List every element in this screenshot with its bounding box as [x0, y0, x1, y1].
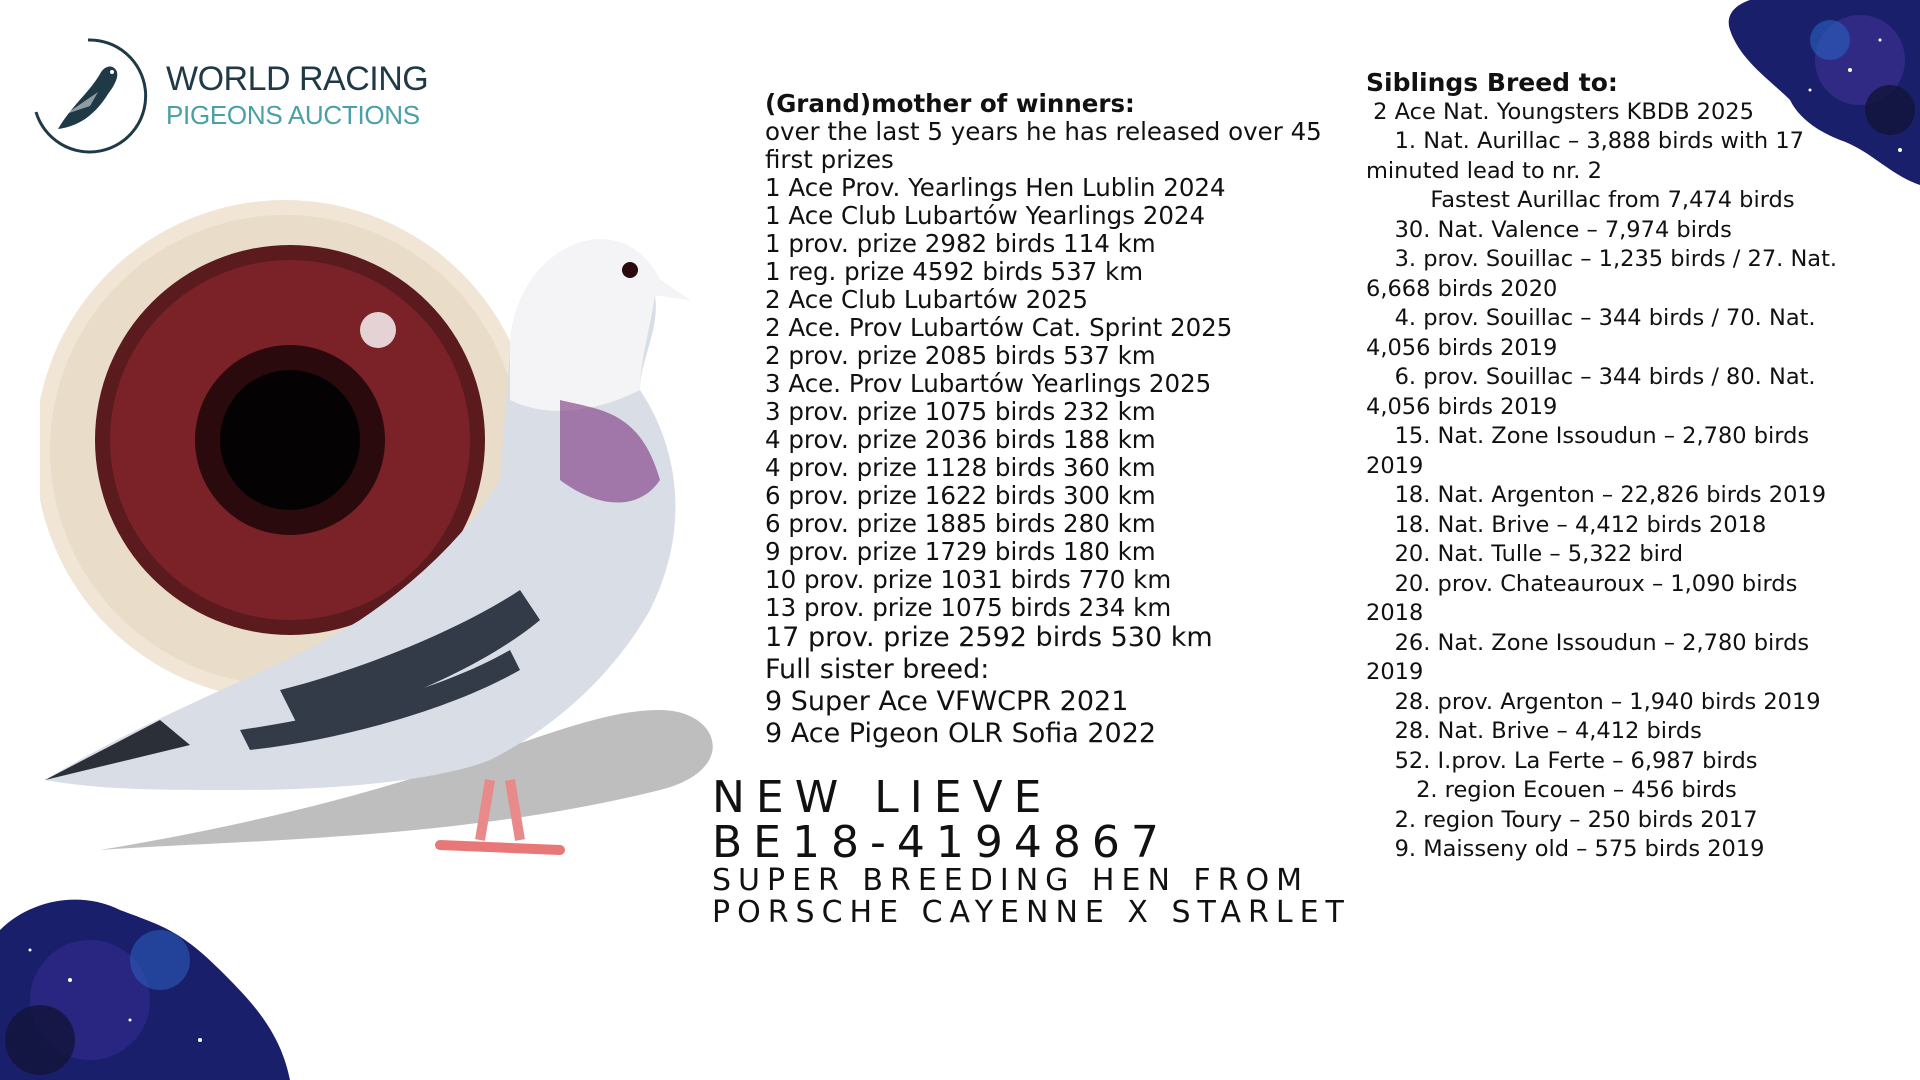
sibling-item: Fastest Aurillac from 7,474 birds: [1366, 187, 1795, 213]
pigeon-subtitle-line: PORSCHE CAYENNE X STARLET: [712, 895, 1351, 930]
result-item: 4 prov. prize 1128 birds 360 km: [765, 453, 1156, 482]
pigeon-logo-icon: [28, 34, 150, 154]
full-sister-heading: Full sister breed:: [765, 654, 990, 685]
sibling-item: 4. prov. Souillac – 344 birds / 70. Nat.: [1366, 305, 1816, 331]
result-item: 2 Ace. Prov Lubartów Cat. Sprint 2025: [765, 313, 1233, 342]
sibling-item: 15. Nat. Zone Issoudun – 2,780 birds: [1366, 423, 1810, 449]
result-item: 6 prov. prize 1622 birds 300 km: [765, 481, 1156, 510]
result-item: 6 prov. prize 1885 birds 280 km: [765, 509, 1156, 538]
result-item: 1 Ace Club Lubartów Yearlings 2024: [765, 201, 1206, 230]
sibling-item: 2 Ace Nat. Youngsters KBDB 2025: [1366, 98, 1754, 125]
results-intro-line: first prizes: [765, 145, 894, 174]
result-item: 17 prov. prize 2592 birds 530 km: [765, 622, 1213, 653]
pigeon-ring-number: BE18-4194867: [712, 817, 1170, 868]
result-item: 3 prov. prize 1075 birds 232 km: [765, 397, 1156, 426]
pigeon-subtitle-line: SUPER BREEDING HEN FROM: [712, 863, 1310, 898]
sibling-item: 9. Maisseny old – 575 birds 2019: [1366, 836, 1765, 862]
pigeon-and-eye-illustration: [40, 150, 740, 880]
result-item: 9 prov. prize 1729 birds 180 km: [765, 537, 1156, 566]
result-item: 9 Ace Pigeon OLR Sofia 2022: [765, 718, 1157, 749]
brand-logo: [28, 34, 428, 154]
result-item: 1 Ace Prov. Yearlings Hen Lublin 2024: [765, 173, 1226, 202]
sibling-item: 26. Nat. Zone Issoudun – 2,780 birds: [1366, 629, 1810, 656]
results-intro-line: over the last 5 years he has released over 45: [765, 117, 1322, 146]
sibling-item: 1. Nat. Aurillac – 3,888 birds with 17: [1366, 128, 1804, 154]
result-item: 4 prov. prize 2036 birds 188 km: [765, 425, 1156, 454]
sibling-item: 2. region Toury – 250 birds 2017: [1366, 806, 1758, 833]
result-item: 10 prov. prize 1031 birds 770 km: [765, 565, 1172, 594]
result-item: 2 Ace Club Lubartów 2025: [765, 285, 1088, 314]
sibling-item: 2019: [1366, 452, 1424, 479]
logo-subtitle: PIGEONS AUCTIONS: [166, 100, 420, 130]
result-item: 3 Ace. Prov Lubartów Yearlings 2025: [765, 369, 1212, 398]
result-item: 9 Super Ace VFWCPR 2021: [765, 686, 1129, 717]
pigeon-title-block: [712, 772, 1412, 930]
sibling-item: 20. prov. Chateauroux – 1,090 birds: [1366, 570, 1798, 597]
sibling-item: 4,056 birds 2019: [1366, 393, 1558, 420]
sibling-item: 2019: [1366, 659, 1424, 685]
result-item: 13 prov. prize 1075 birds 234 km: [765, 593, 1172, 622]
sibling-item: 3. prov. Souillac – 1,235 birds / 27. Nat.: [1366, 246, 1838, 272]
sibling-item: 30. Nat. Valence – 7,974 birds: [1366, 216, 1732, 243]
sibling-item: 20. Nat. Tulle – 5,322 bird: [1366, 541, 1684, 567]
sibling-item: 52. I.prov. La Ferte – 6,987 birds: [1366, 747, 1758, 774]
pigeon-name: NEW LIEVE: [712, 772, 1053, 823]
galaxy-splash-bottom-left: [0, 890, 300, 1080]
sibling-item: minuted lead to nr. 2: [1366, 157, 1602, 184]
sibling-item: 18. Nat. Argenton – 22,826 birds 2019: [1366, 482, 1827, 508]
result-item: 1 reg. prize 4592 birds 537 km: [765, 257, 1144, 286]
sibling-item: 28. Nat. Brive – 4,412 birds: [1366, 718, 1702, 744]
sibling-item: 2. region Ecouen – 456 birds: [1366, 777, 1737, 803]
sibling-item: 18. Nat. Brive – 4,412 birds 2018: [1366, 511, 1767, 538]
sibling-item: 2018: [1366, 600, 1424, 626]
results-column: [765, 90, 1345, 750]
sibling-item: 6,668 birds 2020: [1366, 275, 1558, 302]
siblings-column: [1366, 68, 1896, 865]
logo-title: WORLD RACING: [166, 60, 429, 98]
sibling-item: 4,056 birds 2019: [1366, 334, 1558, 361]
sibling-item: 28. prov. Argenton – 1,940 birds 2019: [1366, 688, 1821, 715]
result-item: 2 prov. prize 2085 birds 537 km: [765, 341, 1156, 370]
result-item: 1 prov. prize 2982 birds 114 km: [765, 229, 1156, 258]
siblings-heading: Siblings Breed to:: [1366, 68, 1618, 97]
results-heading: (Grand)mother of winners:: [765, 89, 1135, 118]
sibling-item: 6. prov. Souillac – 344 birds / 80. Nat.: [1366, 364, 1816, 390]
